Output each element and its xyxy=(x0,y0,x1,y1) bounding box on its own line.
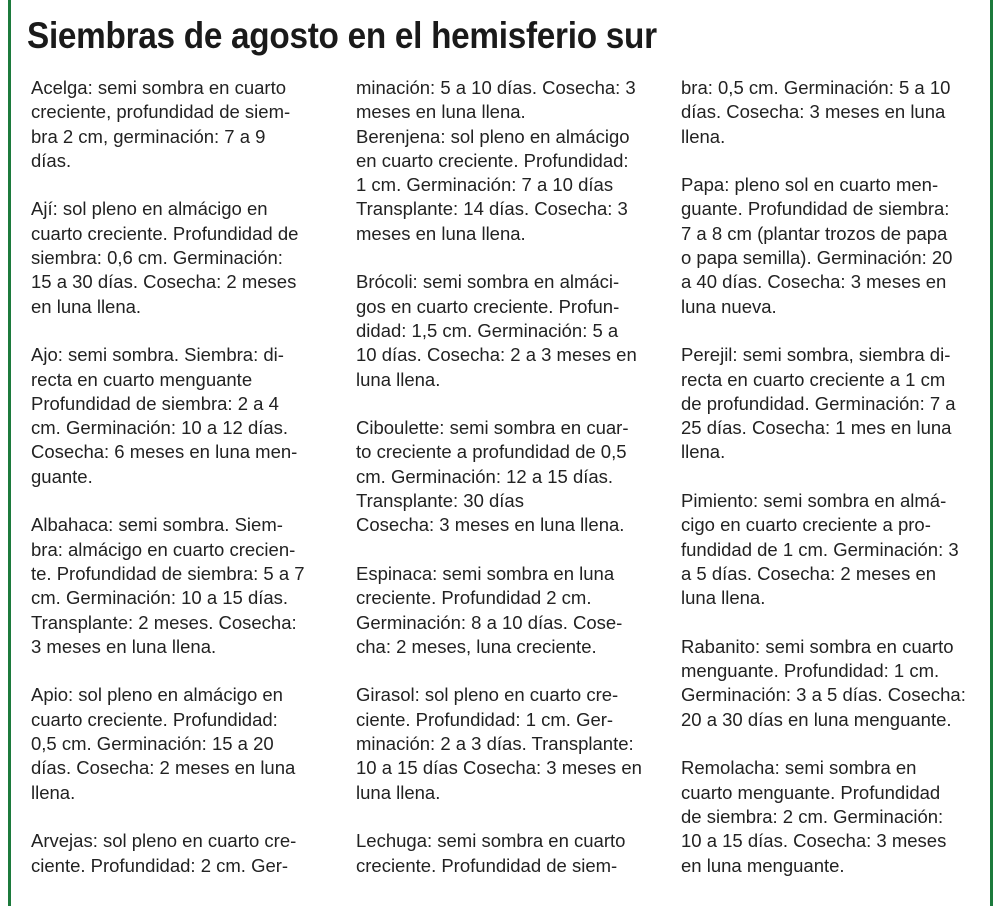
text-column-3 xyxy=(681,76,981,878)
entry-espinaca: Espinaca: semi sombra en luna creciente. Profundidad 2 cm. Germinación: 8 a 10 días. Cose- cha: 2 meses, luna creciente. xyxy=(356,562,623,657)
text-column-1 xyxy=(31,76,331,878)
entry-perejil: Perejil: semi sombra, siembra di- recta en cuarto creciente a 1 cm de profundidad. Germinación: 7 a 25 días. Cosecha: 1 mes en luna llena. xyxy=(681,344,956,463)
entry-arvejas: Arvejas: sol pleno en cuarto cre- ciente. Profundidad: 2 cm. Ger- xyxy=(31,830,297,876)
entry-albahaca: Albahaca: semi sombra. Siem- bra: almácigo en cuarto crecien- te. Profundidad de siembra: 5 a 7 cm. Germinación: 10 a 15 días. Transplante: 2 meses. Cosecha: 3 meses en luna llena. xyxy=(31,514,305,657)
entry-apio: Apio: sol pleno en almácigo en cuarto creciente. Profundidad: 0,5 cm. Germinación: 15 a 20 días. Cosecha: 2 meses en luna llena. xyxy=(31,684,296,803)
entry-ciboulette: Ciboulette: semi sombra en cuar- to creciente a profundidad de 0,5 cm. Germinación: 12 a 15 días. Transplante: 30 días Cosecha: 3 meses en luna llena. xyxy=(356,417,629,536)
entry-rabanito: Rabanito: semi sombra en cuarto menguante. Profundidad: 1 cm. Germinación: 3 a 5 días. Cosecha: 20 a 30 días en luna menguante. xyxy=(681,635,966,730)
left-border-rule xyxy=(8,0,11,906)
entry-lechuga: Lechuga: semi sombra en cuarto creciente. Profundidad de siem- xyxy=(356,830,626,876)
entry-lechuga-cont: bra: 0,5 cm. Germinación: 5 a 10 días. Cosecha: 3 meses en luna llena. xyxy=(681,77,951,147)
entry-arvejas-berenjena: minación: 5 a 10 días. Cosecha: 3 meses en luna llena. Berenjena: sol pleno en almácigo en cuarto creciente. Profundidad: 1 cm. Germinación: 7 a 10 días Transplante: 14 días. Cosecha: 3 meses en luna llena. xyxy=(356,77,636,244)
right-border-rule xyxy=(990,0,993,906)
entry-remolacha: Remolacha: semi sombra en cuarto menguante. Profundidad de siembra: 2 cm. Germinación: 10 a 15 días. Cosecha: 3 meses en luna menguante. xyxy=(681,757,947,876)
entry-ajo: Ajo: semi sombra. Siembra: di- recta en cuarto menguante Profundidad de siembra: 2 a 4 cm. Germinación: 10 a 12 días. Cosecha: 6 meses en luna men- guante. xyxy=(31,344,298,487)
entry-acelga: Acelga: semi sombra en cuarto creciente, profundidad de siem- bra 2 cm, germinación: 7 a 9 días. xyxy=(31,77,291,171)
entry-aji: Ají: sol pleno en almácigo en cuarto creciente. Profundidad de siembra: 0,6 cm. Germinación: 15 a 30 días. Cosecha: 2 meses en luna llena. xyxy=(31,198,299,317)
entry-girasol: Girasol: sol pleno en cuarto cre- ciente. Profundidad: 1 cm. Ger- minación: 2 a 3 días. Transplante: 10 a 15 días Cosecha: 3 meses en luna llena. xyxy=(356,684,642,803)
entry-papa: Papa: pleno sol en cuarto men- guante. Profundidad de siembra: 7 a 8 cm (plantar trozos de papa o papa semilla). Germinación: 20 a 40 días. Cosecha: 3 meses en luna nueva. xyxy=(681,174,953,317)
entry-brocoli: Brócoli: semi sombra en almáci- gos en cuarto creciente. Profun- didad: 1,5 cm. Germinación: 5 a 10 días. Cosecha: 2 a 3 meses en luna llena. xyxy=(356,271,637,390)
article-title: Siembras de agosto en el hemisferio sur xyxy=(27,15,657,56)
text-column-2 xyxy=(356,76,656,878)
entry-pimiento: Pimiento: semi sombra en almá- cigo en cuarto creciente a pro- fundidad de 1 cm. Germinación: 3 a 5 días. Cosecha: 2 meses en luna llena. xyxy=(681,490,959,609)
